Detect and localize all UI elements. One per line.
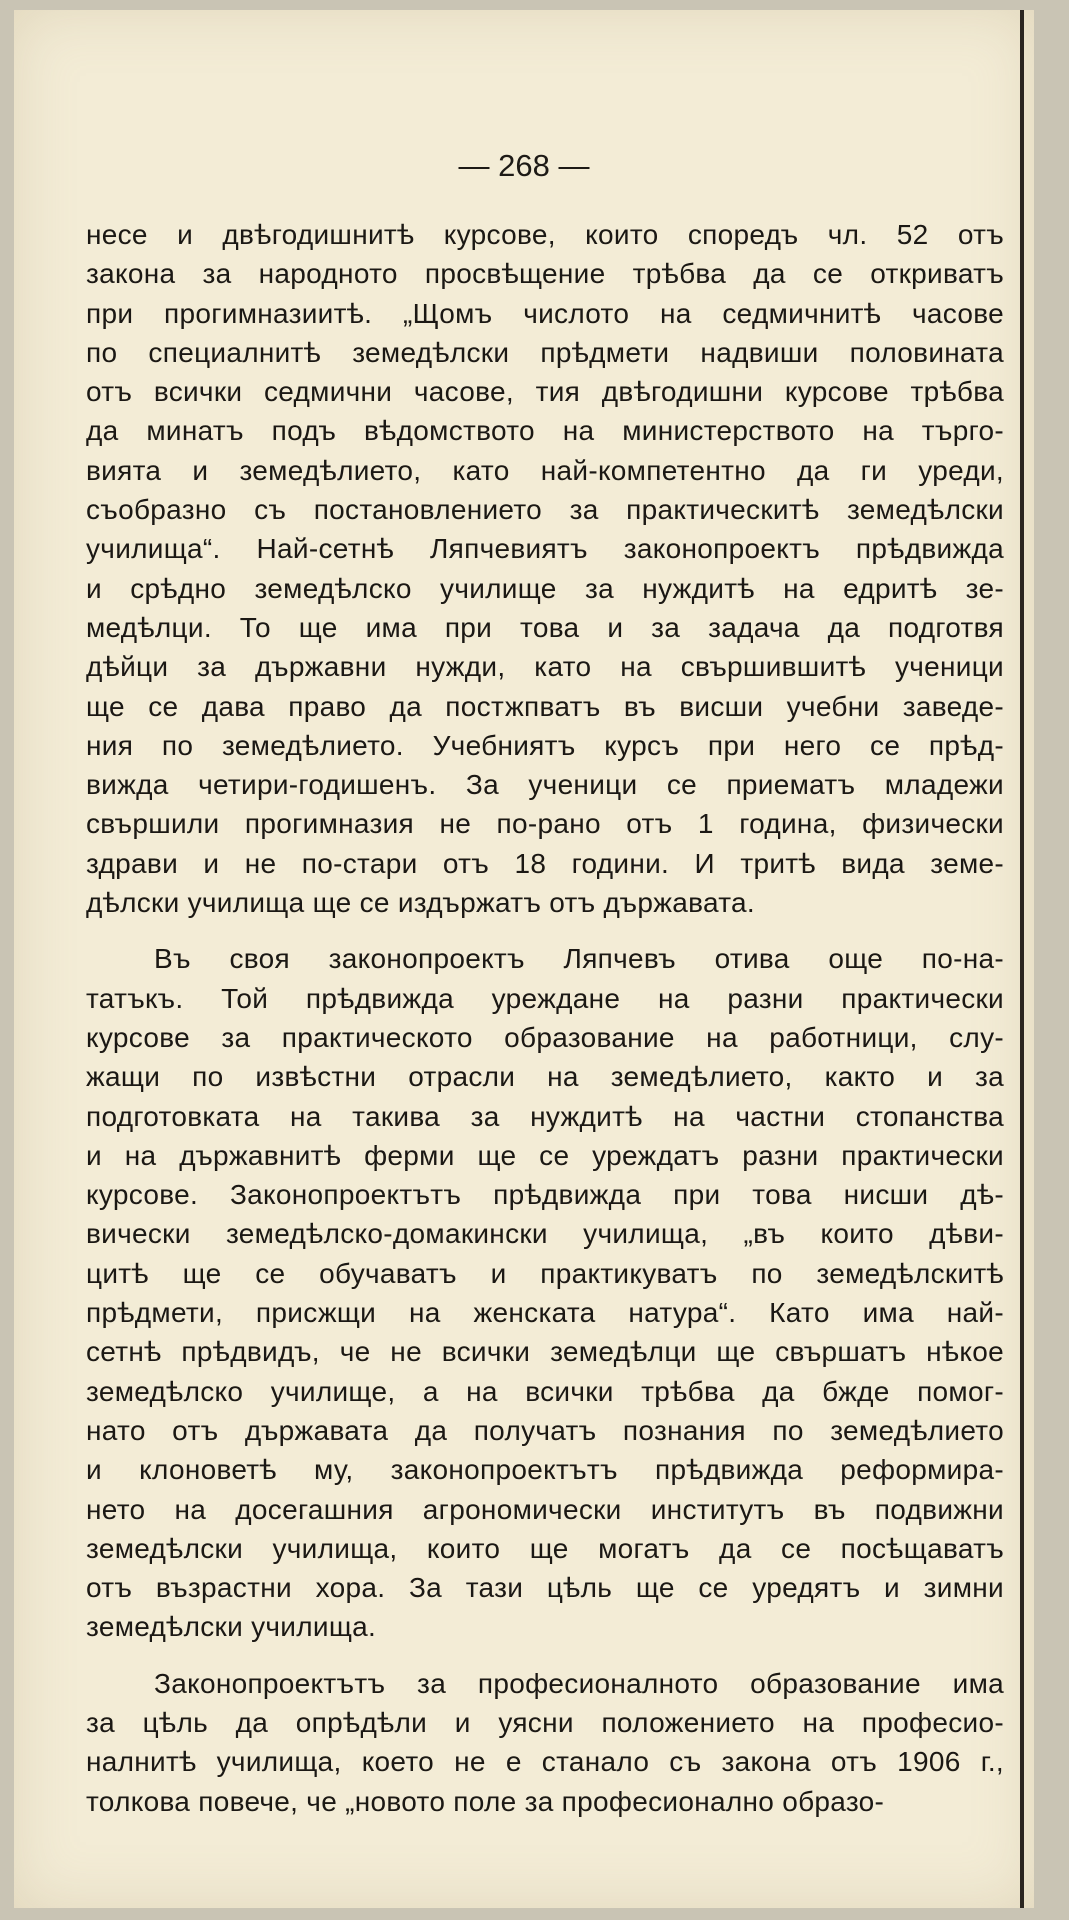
text-line: свършили прогимназия не по-рано отъ 1 година, физически bbox=[86, 808, 1004, 840]
text-line: сетнѣ прѣдвидъ, че не всички земедѣлци ще свършатъ нѣкое bbox=[86, 1336, 1004, 1368]
text-line: толкова повече, че „новото поле за професионално образо- bbox=[86, 1785, 885, 1817]
text-line: отъ всички седмични часове, тия двѣгодишни курсове трѣбва bbox=[86, 376, 1004, 408]
text-line: закона за народното просвѣщение трѣбва да се откриватъ bbox=[86, 258, 1004, 290]
paragraph bbox=[86, 939, 1004, 1646]
text-line: нето на досегашния агрономически институтъ въ подвижни bbox=[86, 1493, 1004, 1525]
paragraph-gap bbox=[86, 922, 1004, 939]
paragraphs-container bbox=[86, 215, 1004, 1821]
text-line: налнитѣ училища, което не е станало съ закона отъ 1906 г., bbox=[86, 1746, 1004, 1778]
page-edge-line bbox=[1020, 10, 1024, 1908]
paragraph-gap bbox=[86, 1647, 1004, 1664]
text-line: нато отъ държавата да получатъ познания по земедѣлието bbox=[86, 1414, 1004, 1446]
text-line: ния по земедѣлието. Учебниятъ курсъ при него се прѣд- bbox=[86, 729, 1004, 761]
text-line: подготовката на такива за нуждитѣ на частни стопанства bbox=[86, 1100, 1004, 1132]
text-line: съобразно съ постановлението за практическитѣ земедѣлски bbox=[86, 494, 1004, 526]
text-line: курсове за практическото образование на работници, слу- bbox=[86, 1021, 1004, 1053]
text-line: татъкъ. Той прѣдвижда уреждане на разни практически bbox=[86, 982, 1004, 1014]
text-line: ще се дава право да постжпватъ въ висши учебни заведе- bbox=[86, 690, 1004, 722]
text-line: по специалнитѣ земедѣлски прѣдмети надвиши половината bbox=[86, 336, 1004, 368]
text-line: несе и двѣгодишнитѣ курсове, които споредъ чл. 52 отъ bbox=[86, 219, 1004, 250]
text-line: здрави и не по-стари отъ 18 години. И тритѣ вида земе- bbox=[86, 847, 1004, 879]
text-line: курсове. Законопроектътъ прѣдвижда при това нисши дѣ- bbox=[86, 1179, 1004, 1211]
text-line: училища“. Най-сетнѣ Ляпчевиятъ законопроектъ прѣдвижда bbox=[86, 533, 1004, 565]
paragraph bbox=[86, 1664, 1004, 1821]
text-line: медѣлци. То ще има при това и за задача да подготвя bbox=[86, 611, 1004, 643]
text-line: да минатъ подъ вѣдомството на министерството на търго- bbox=[86, 415, 1004, 447]
text-line: вията и земедѣлието, като най-компетентно да ги уреди, bbox=[86, 454, 1004, 486]
text-line: земедѣлско училище, а на всички трѣбва да бжде помог- bbox=[86, 1375, 1004, 1407]
text-line: дѣлски училища ще се издържатъ отъ държавата. bbox=[86, 887, 756, 919]
book-page bbox=[14, 10, 1034, 1908]
text-line: прѣдмети, присжщи на женската натура“. Като има най- bbox=[86, 1297, 1004, 1329]
text-line: дѣйци за държавни нужди, като на свършившитѣ ученици bbox=[86, 651, 1004, 683]
paragraph bbox=[86, 215, 1004, 922]
text-line: отъ възрастни хора. За тази цѣль ще се уредятъ и зимни bbox=[86, 1572, 1004, 1604]
page-number: — 268 — bbox=[458, 148, 590, 183]
text-line: и клоноветѣ му, законопроектътъ прѣдвижда реформира- bbox=[86, 1454, 1004, 1486]
text-line: жащи по извѣстни отрасли на земедѣлието, както и за bbox=[86, 1061, 1004, 1093]
text-line: Въ своя законопроектъ Ляпчевъ отива още по-на- bbox=[154, 943, 1004, 975]
text-line: вижда четири-годишенъ. За ученици се приематъ младежи bbox=[86, 769, 1004, 801]
body-text bbox=[86, 215, 1004, 1821]
text-line: земедѣлски училища, които ще могатъ да се посѣщаватъ bbox=[86, 1532, 1004, 1564]
text-line: Законопроектътъ за професионалното образование има bbox=[154, 1667, 1004, 1699]
text-line: при прогимназиитѣ. „Щомъ числото на седмичнитѣ часове bbox=[86, 297, 1004, 329]
text-line: земедѣлски училища. bbox=[86, 1611, 377, 1643]
text-line: и срѣдно земедѣлско училище за нуждитѣ на едритѣ зе- bbox=[86, 572, 1004, 604]
text-line: и на държавнитѣ ферми ще се уреждатъ разни практически bbox=[86, 1139, 1004, 1171]
text-line: вически земедѣлско-домакински училища, „въ които дѣви- bbox=[86, 1218, 1004, 1250]
text-line: за цѣль да опрѣдѣли и уясни положението на професио- bbox=[86, 1706, 1004, 1738]
text-line: цитѣ ще се обучаватъ и практикуватъ по земедѣлскитѣ bbox=[86, 1257, 1004, 1289]
